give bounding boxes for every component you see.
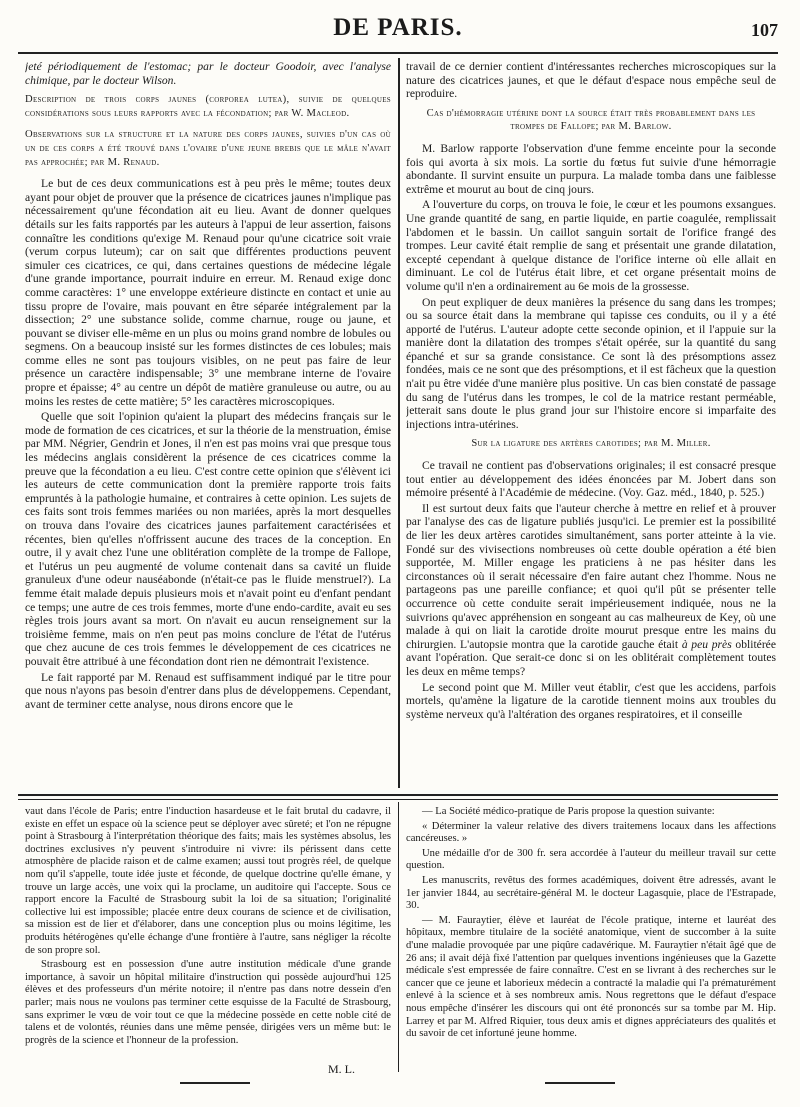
- paragraph: travail de ce dernier contient d'intéressantes recherches microscopiques sur la nature des cicatrices jaunes, et que le défaut d'espace nous empêche seul de reproduire.: [406, 60, 776, 101]
- paragraph: Le fait rapporté par M. Renaud est suffisamment indiqué par le titre pour que nous n'ayons pas besoin d'entrer dans plus de développemens. Cependant, avant de terminer cette analyse, nous dirons encore que le: [25, 670, 391, 711]
- article-heading: Sur la ligature des artères carotides; par M. Miller.: [471, 438, 711, 450]
- end-rule: [545, 1082, 615, 1084]
- paragraph: vaut dans l'école de Paris; entre l'induction hasardeuse et le fait brutal du cadavre, il existe en effet un espace où la science peut se déployer avec sûreté; et l'on ne répugne point à Strasbourg à l'interprétation théorique des faits; mais les systèmes absolus, les doctrines exclusives n'y peuvent s'introduire ni vivre: ils périssent dans cette atmosphère de placide raison et de calme examen; aussi tout progrès réel, de quelque nom qu'il s'appelle, toute idée juste et féconde, de quelque doctrine qu'elle émane, y trouve un large accès, une voix qui la proclame, un auditoire qui l'accepte. Sous ce rapport encore la Faculté de Strasbourg subit la loi de sa situation; l'originalité collective lui est impossible; placée entre deux courans de science et de civilisation, sa mission est de lier et d'élaborer, dans une conception plus ou moins légitime, les produits hétérogènes qu'elle échange d'une frontière à l'autre, sans négliger la récolte de son propre sol.: [25, 806, 391, 956]
- paragraph: Le but de ces deux communications est à peu près le même; toutes deux ayant pour objet de prouver que la présence de cicatrices jaunes n'implique pas nécessairement qu'une fécondation ait eu lieu. Avant de donner quelques détails sur les faits rapportés par les auteurs à l'appui de leur assertion, faisons connaître les conditions qu'exige M. Renaud pour qu'une cicatrice soit vraie (verum corpus luteum); car on sait que différentes productions peuvent simuler ces cicatrices, ce qui, dans certaines questions de médecine légale d'une grande importance, pourrait induire en erreur. M. Renaud exige donc comme caractères: 1° une enveloppe extérieure distincte en contact et unie au tissu propre de l'ovaire, mais pouvant en être séparée intégralement par la dissection; 2° une substance solide, comme charnue, rouge ou jaune, et pouvant se diviser elle-même en un plus ou moins grand nombre de lobules ou segmens. On a beaucoup insisté sur les formes distinctes de ces lobules; mais comme elles ne sont pas toujours visibles, on ne peut pas faire de leur présence un caractère indispensable; 3° une membrane interne de l'ovaire propre et épaisse; 4° au centre un dépôt de matière granuleuse ou autre, ou au moins les restes de cette matière; 5° les caractères microscopiques.: [25, 177, 391, 408]
- article-heading: Description de trois corps jaunes (corporea lutea), suivie de quelques considérations sous leurs rapports avec la fécondation; par W. Macleod.: [25, 94, 391, 119]
- signature: M. L.: [328, 1062, 355, 1076]
- feuilleton-rule: [18, 794, 778, 796]
- paragraph: A l'ouverture du corps, on trouva le foie, le cœur et les poumons exsangues. Une grande quantité de sang, en partie liquide, en partie coagulée, remplissait l'abdomen et le bassin. Un caillot sanguin sortait de l'orifice frangé des trompes. Leur cavité était remplie de sang et présentait une grande dilatation, excepté cependant à quelque distance de l'orifice interne où elle allait en diminuant. Le col de l'utérus était libre, et cet organe présentait moins de volume qu'il n'en a ordinairement au 6e mois de la grossesse.: [406, 198, 776, 293]
- end-rule: [180, 1082, 250, 1084]
- feuilleton-rule-thin: [18, 799, 778, 800]
- paragraph: — La Société médico-pratique de Paris propose la question suivante:: [422, 806, 715, 817]
- column-divider: [398, 802, 399, 1072]
- lower-left-column: [25, 806, 391, 1056]
- running-title: DE PARIS.: [333, 14, 463, 41]
- paragraph: — M. Fauraytier, élève et lauréat de l'école pratique, interne et lauréat des hôpitaux, membre titulaire de la société anatomique, vient de succomber à la suite d'une maladie provoquée par une piqûre cadavérique. M. Fauraytier n'était âgé que de 26 ans; il avait déjà fixé l'attention par quelques inventions ingénieuses que la Gazette médicale s'est empressée de faire connaître. C'est en se livrant à des recherches sur le cancer que ce jeune et laborieux médecin a contracté la maladie qui l'a prématurément enlevé à la science et à ses nombreux amis. Nous regrettons que le défaut d'espace nous empêche d'insérer les discours qui ont été prononcés sur sa tombe par M. Hip. Larrey et par M. Alfred Riquier, tous deux amis et dignes appréciateurs des qualités et du savoir de cet infortuné jeune homme.: [406, 914, 776, 1040]
- paragraph: Ce travail ne contient pas d'observations originales; il est consacré presque tout entier au développement des idées énoncées par M. Jobert dans son mémoire présenté à l'Académie de médecine. (Voy. Gaz. méd., 1840, p. 525.): [406, 459, 776, 500]
- article-heading: Cas d'hémorragie utérine dont la source était très probablement dans les trompes de Fallope; par M. Barlow.: [426, 107, 756, 133]
- lower-right-column: [406, 806, 776, 1070]
- paragraph: Une médaille d'or de 300 fr. sera accordée à l'auteur du meilleur travail sur cette question.: [406, 847, 776, 872]
- column-divider: [398, 58, 400, 788]
- intro-fragment: jeté périodiquement de l'estomac; par le docteur Goodoir, avec l'analyse chimique, par le docteur Wilson.: [25, 60, 391, 87]
- paragraph: On peut expliquer de deux manières la présence du sang dans les trompes; ou sa source était dans la membrane qui tapisse ces conduits, ou il y a été apporté de l'utérus. L'auteur adopte cette seconde opinion, et il l'appuie sur la manière dont la dilatation des trompes s'était opérée, sur la quantité du sang épanché et sur sa grande consistance. Ce sont là des présomptions assez fondées, mais ce ne sont que des présomptions, et il est fâcheux que la question n'ait pu être vidée d'une manière plus positive. Un cas bien constaté de passage du sang de l'utérus dans les trompes, le col de la matrice restant perméable, jetterait sans doute le plus grand jour sur l'histoire encore si imparfaite des injections intra-utérines.: [406, 295, 776, 431]
- upper-left-column: [25, 60, 391, 786]
- header-rule: [18, 52, 778, 54]
- paragraph: Strasbourg est en possession d'une autre institution médicale d'une grande importance, à savoir un hôpital militaire d'instruction qui possède aujourd'hui 125 élèves et des professeurs d'un mérite notoire; il n'entre pas dans notre dessein d'en parler; mais nous ne voulons pas terminer cette esquisse de la Faculté de Strasbourg, sans exprimer le vœu de voir tout ce que la médecine possède en cette noble cité de talens et de volontés, réunies dans une même pensée, dirigées vers un même but: le progrès de la science et l'honneur de la profession.: [25, 959, 391, 1046]
- upper-right-column: [406, 60, 776, 786]
- page-number: 107: [751, 20, 778, 40]
- paragraph: M. Barlow rapporte l'observation d'une femme enceinte pour la seconde fois qui avorta à six mois. La sortie du fœtus fut suivie d'une hémorragie abondante. Il survint ensuite un purpura. La malade tomba dans une faiblesse extrême et mourut au bout de cinq jours.: [406, 141, 776, 196]
- paragraph: « Déterminer la valeur relative des divers traitemens locaux dans les affections cancéreuses. »: [406, 820, 776, 845]
- paragraph: Il est surtout deux faits que l'auteur cherche à mettre en relief et à prouver par l'analyse des cas de ligature publiés jusqu'ici. Le premier est la possibilité de lier les deux artères carotides simultanément, sans porter atteinte à la vie. Fondé sur des vivisections nombreuses où cette double opération a été bien supportée, M. Miller engage les praticiens à ne pas hésiter dans les circonstances où il serait nécessaire d'en faire autant chez l'homme. Nous ne partageons pas une pareille confiance; et quoi qu'il pût se présenter telle occurrence où cette conduite serait impérieusement indiquée, nous ne la suivrions qu'avec appréhension en songeant au cas malheureux de Key, où une malade à qui on liait la carotide droite mourut presque entre les mains du chirurgien. L'autopsie montra que la carotide gauche était à peu près oblitérée avant l'opération. Que serait-ce donc si on les oblitérait complètement toutes les deux en même temps?: [406, 501, 776, 678]
- paragraph: Les manuscrits, revêtus des formes académiques, doivent être adressés, avant le 1er janvier 1844, au secrétaire-général M. le docteur Lagasquie, place de l'Estrapade, 30.: [406, 874, 776, 912]
- page-header: [18, 10, 778, 46]
- article-heading: Observations sur la structure et la nature des corps jaunes, suivies d'un cas où un de ces corps a été trouvé dans l'ovaire d'une jeune brebis que le mâle n'avait pas approchée; par M. Renaud.: [25, 129, 391, 168]
- paragraph: Quelle que soit l'opinion qu'aient la plupart des médecins français sur le mode de formation de ces cicatrices, et sur la théorie de la menstruation, émise par MM. Négrier, Gendrin et Jones, il n'en est pas moins vrai que presque tous les médecins anglais considèrent la présence de ces cicatrices comme la preuve que la fécondation a eu lieu. C'est contre cette opinion que s'élèvent ici les auteurs de cette communication dont la première rapporte trois faits empruntés à la pathologie humaine, et contraires à cette opinion. Les sujets de ces faits sont trois femmes mariées ou non mariées, après la mort desquelles on trouva dans l'ovaire des cicatrices jaunes parfaitement caractérisées et récentes, bien qu'elles n'offrissent aucune des traces de la conception. En outre, il y avait chez l'une une oblitération complète de la trompe de Fallope, et l'utérus un peu augmenté de volume contenait dans sa cavité un fluide granuleux d'une odeur nauséabonde (n'était-ce pas le fluide menstruel?). La femme était malade depuis plusieurs mois et n'avait point eu d'enfant pendant ce temps; une autre de ces trois femmes, morte d'une endo-cardite, avait eu ses règles trois jours avant sa mort. On n'avait eu aucun renseignement sur la troisième femme, mais on n'en peut pas moins conclure de l'état de l'utérus que chez aucune de ces trois femmes le développement de ces cicatrices ne pouvait être attribué à une fécondation dont rien ne démontrait l'existence.: [25, 410, 391, 668]
- paragraph: Le second point que M. Miller veut établir, c'est que les accidens, parfois mortels, qu'amène la ligature de la carotide tiennent moins aux troubles du système nerveux qu'à l'altération des organes respiratoires, et il conseille: [406, 680, 776, 721]
